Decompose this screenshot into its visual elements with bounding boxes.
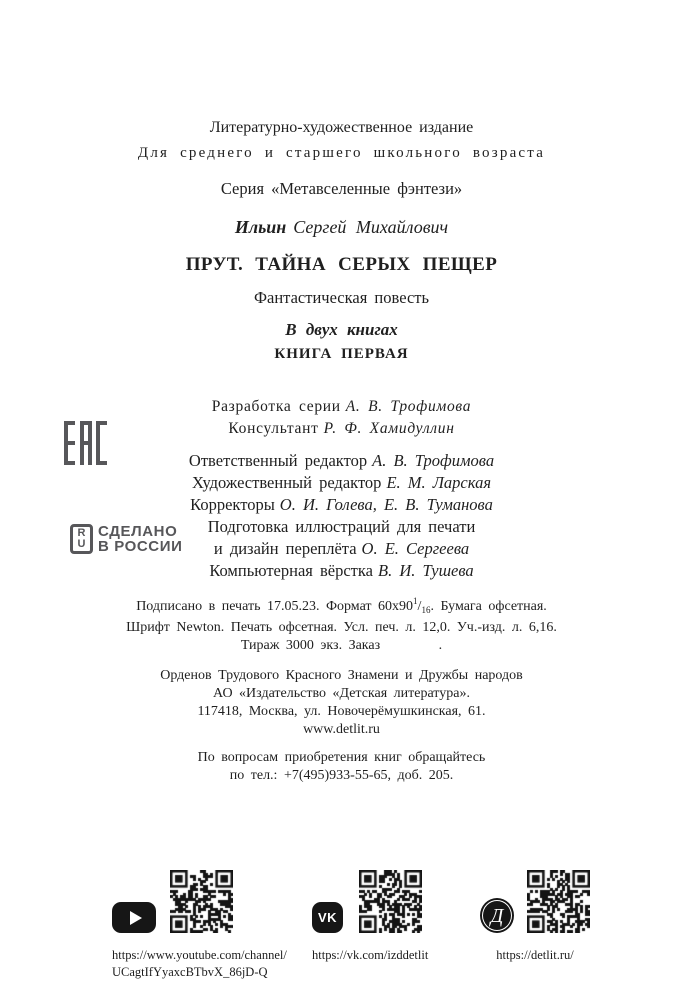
series-name: Серия «Метавселенные фэнтези» (220, 179, 463, 198)
print-info-line1 (8, 592, 675, 619)
book-title: ПРУТ. ТАЙНА СЕРЫХ ПЕЩЕР (185, 254, 498, 275)
detlit-link-group (480, 870, 590, 964)
format-fraction-numerator: 1 (413, 596, 418, 606)
age-note: Для среднего и старшего школьного возраста (137, 145, 546, 161)
credit-illustrations-line1: Подготовка иллюстраций для печати (207, 517, 476, 536)
made-in-russia-line2: В РОССИИ (98, 538, 183, 555)
detlit-logo-letter: Д (490, 904, 504, 927)
publisher-website: www.detlit.ru (303, 722, 380, 737)
print-paper-text: . Бумага офсетная. (430, 599, 547, 614)
credit-consultant (8, 418, 675, 440)
spacer (8, 582, 675, 592)
ru-box-icon (70, 524, 93, 554)
qr-code-vk (359, 870, 422, 933)
colophon-text-column (8, 118, 675, 785)
credit-name: А. В. Трофимова (372, 451, 495, 470)
youtube-icon (112, 902, 156, 933)
format-fraction-slash: / (417, 599, 422, 614)
credit-series-development (8, 396, 675, 418)
credit-name: Р. Ф. Хамидуллин (323, 420, 455, 437)
book-number: КНИГА ПЕРВАЯ (274, 346, 409, 362)
eac-certification-mark (63, 421, 108, 470)
credit-label: Компьютерная вёрстка (209, 561, 373, 580)
author-name (8, 216, 675, 238)
credit-executive-editor (8, 450, 675, 472)
credit-name: А. В. Трофимова (345, 398, 472, 415)
made-in-russia-line1: СДЕЛАНО (98, 523, 178, 540)
credit-name: В. И. Тушева (377, 561, 474, 580)
print-info-line3: Тираж 3000 экз. Заказ . (240, 638, 443, 653)
qr-code-detlit (527, 870, 590, 933)
ru-letter-u: U (77, 538, 86, 550)
spacer (8, 739, 675, 749)
youtube-url (112, 947, 292, 981)
credit-layout (8, 560, 675, 582)
credit-proofreaders (8, 494, 675, 516)
detlit-url: https://detlit.ru/ (496, 948, 574, 962)
two-books-note: В двух книгах (285, 320, 398, 339)
detlit-icons-row (480, 870, 590, 933)
vk-icon-text: VK (317, 910, 338, 925)
qr-code-youtube (170, 870, 233, 933)
vk-icon (312, 902, 343, 933)
youtube-url-line2: UCagtIfYyaxcBTbvX_86jD-Q (112, 965, 268, 979)
detskaya-literatura-logo-icon (480, 898, 514, 933)
vk-icons-row (312, 870, 422, 933)
youtube-link-group (112, 870, 292, 981)
ru-letter-r: R (77, 527, 86, 539)
credit-label: Корректоры (190, 495, 275, 514)
credit-label: Консультант (228, 420, 319, 437)
edition-type: Литературно-художественное издание (209, 119, 474, 136)
publisher-address: 117418, Москва, ул. Новочерёмушкинская, 61. (197, 704, 486, 719)
spacer (8, 655, 675, 667)
youtube-url-line1: https://www.youtube.com/channel/ (112, 948, 287, 962)
publisher-awards: Орденов Трудового Красного Знамени и Дружбы народов (160, 668, 523, 683)
spacer (8, 440, 675, 450)
author-surname: Ильин (234, 217, 287, 237)
credit-label: Ответственный редактор (188, 451, 368, 470)
author-given-names: Сергей Михайлович (293, 217, 449, 237)
play-triangle-icon (130, 911, 142, 925)
format-fraction-denominator: 16 (421, 605, 431, 615)
credit-label: Разработка серии (211, 398, 341, 415)
print-info-line2: Шрифт Newton. Печать офсетная. Усл. печ. л. 12,0. Уч.-изд. л. 6,16. (126, 620, 557, 635)
credit-label: Художественный редактор (191, 473, 382, 492)
book-subtitle: Фантастическая повесть (253, 288, 430, 307)
eac-mark-icon (63, 421, 108, 465)
credit-name: О. Е. Сергеева (361, 539, 470, 558)
print-format-text: Подписано в печать 17.05.23. Формат 60х90 (136, 599, 414, 614)
credit-name: Е. М. Ларская (386, 473, 491, 492)
credit-label: и дизайн переплёта (213, 539, 357, 558)
purchase-contact-line1: По вопросам приобретения книг обращайтесь (197, 750, 486, 765)
credit-name: О. И. Голева, Е. В. Туманова (279, 495, 493, 514)
purchase-contact-line2: по тел.: +7(495)933-55-65, доб. 205. (229, 768, 454, 783)
credit-art-editor (8, 472, 675, 494)
vk-link-group (312, 870, 429, 964)
made-in-russia-mark (70, 524, 183, 554)
made-in-russia-text (98, 524, 183, 554)
vk-url: https://vk.com/izddetlit (312, 948, 429, 962)
youtube-icons-row (112, 870, 292, 933)
publisher-name: АО «Издательство «Детская литература». (213, 686, 470, 701)
